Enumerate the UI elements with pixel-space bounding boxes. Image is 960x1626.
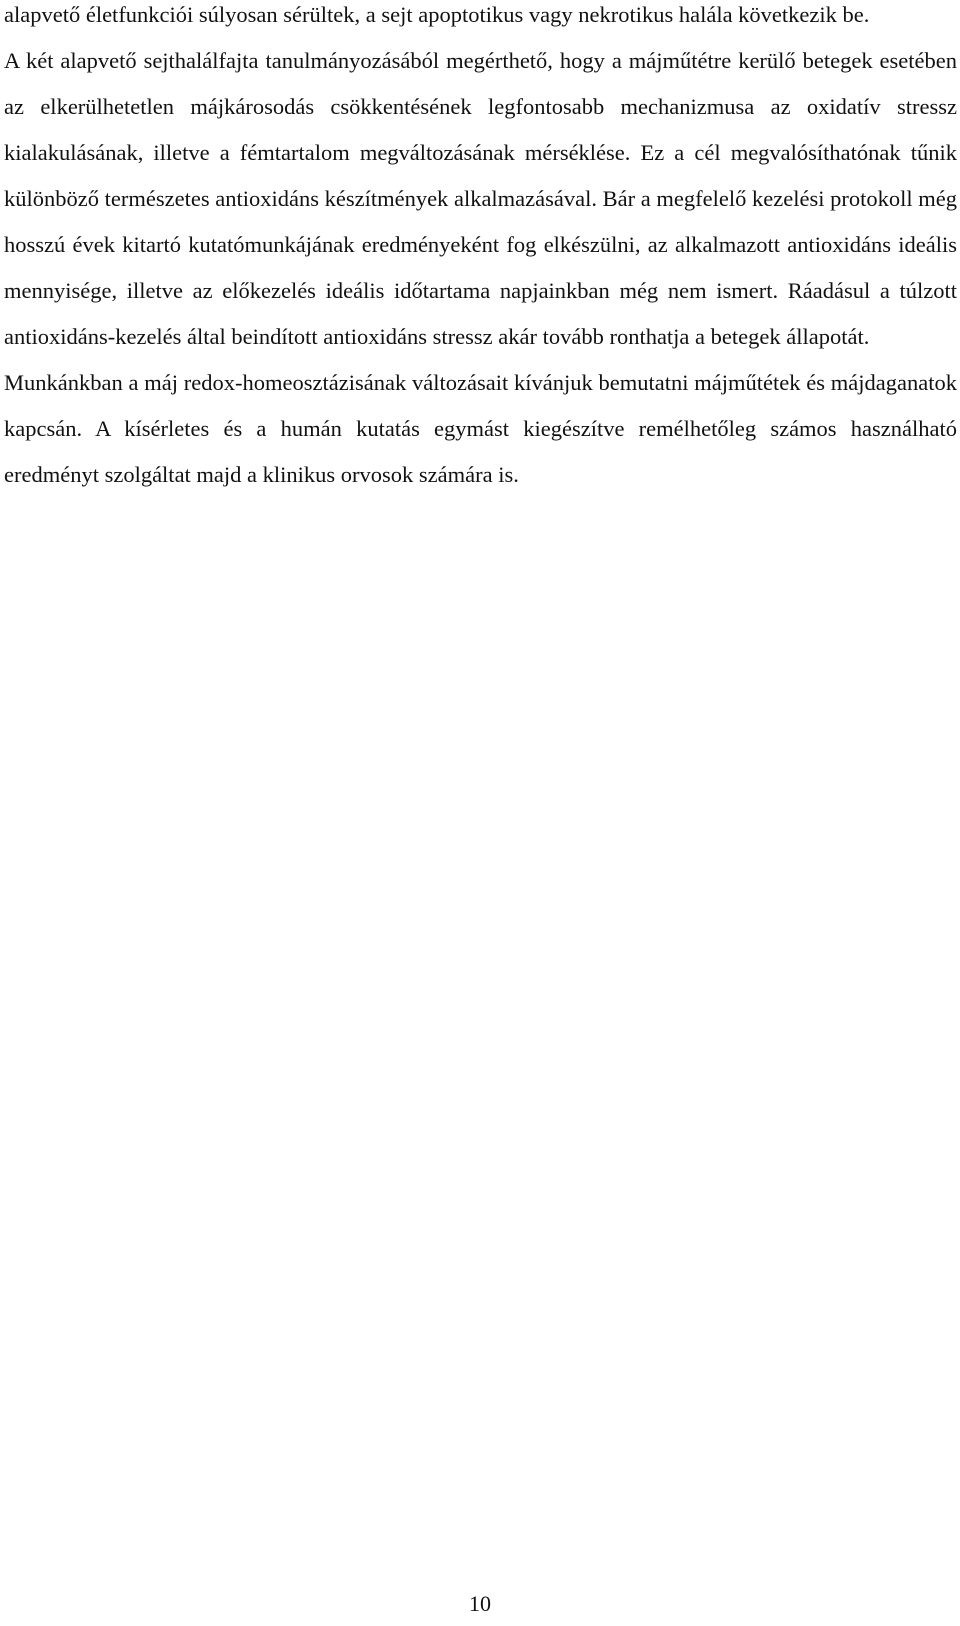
paragraph-research-aim: Munkánkban a máj redox-homeosztázisának változásait kívánjuk bemutatni májműtétek és májdaganatok kapcsán. A kísérletes és a humán kutatás egymást kiegészítve remélhetőleg számos használható eredményt szolgáltat majd a klinikus orvosok számára is. xyxy=(4,370,957,487)
body-text xyxy=(4,0,957,498)
paragraph-cell-death-mechanisms: A két alapvető sejthalálfajta tanulmányozásából megérthető, hogy a májműtétre kerülő betegek esetében az elkerülhetetlen májkárosodás csökkentésének legfontosabb mechanizmusa az oxidatív stressz kialakulásának, illetve a fémtartalom megváltozásának mérséklése. Ez a cél megvalósíthatónak tűnik különböző természetes antioxidáns készítmények alkalmazásával. Bár a megfelelő kezelési protokoll még hosszú évek kitartó kutatómunkájának eredményeként fog elkészülni, az alkalmazott antioxidáns ideális mennyisége, illetve az előkezelés ideális időtartama napjainkban még nem ismert. Ráadásul a túlzott antioxidáns-kezelés által beindított antioxidáns stressz akár tovább ronthatja a betegek állapotát. xyxy=(4,48,957,349)
page-number: 10 xyxy=(469,1591,491,1616)
paragraph-continuation: alapvető életfunkciói súlyosan sérültek, a sejt apoptotikus vagy nekrotikus halála következik be. xyxy=(4,2,870,27)
